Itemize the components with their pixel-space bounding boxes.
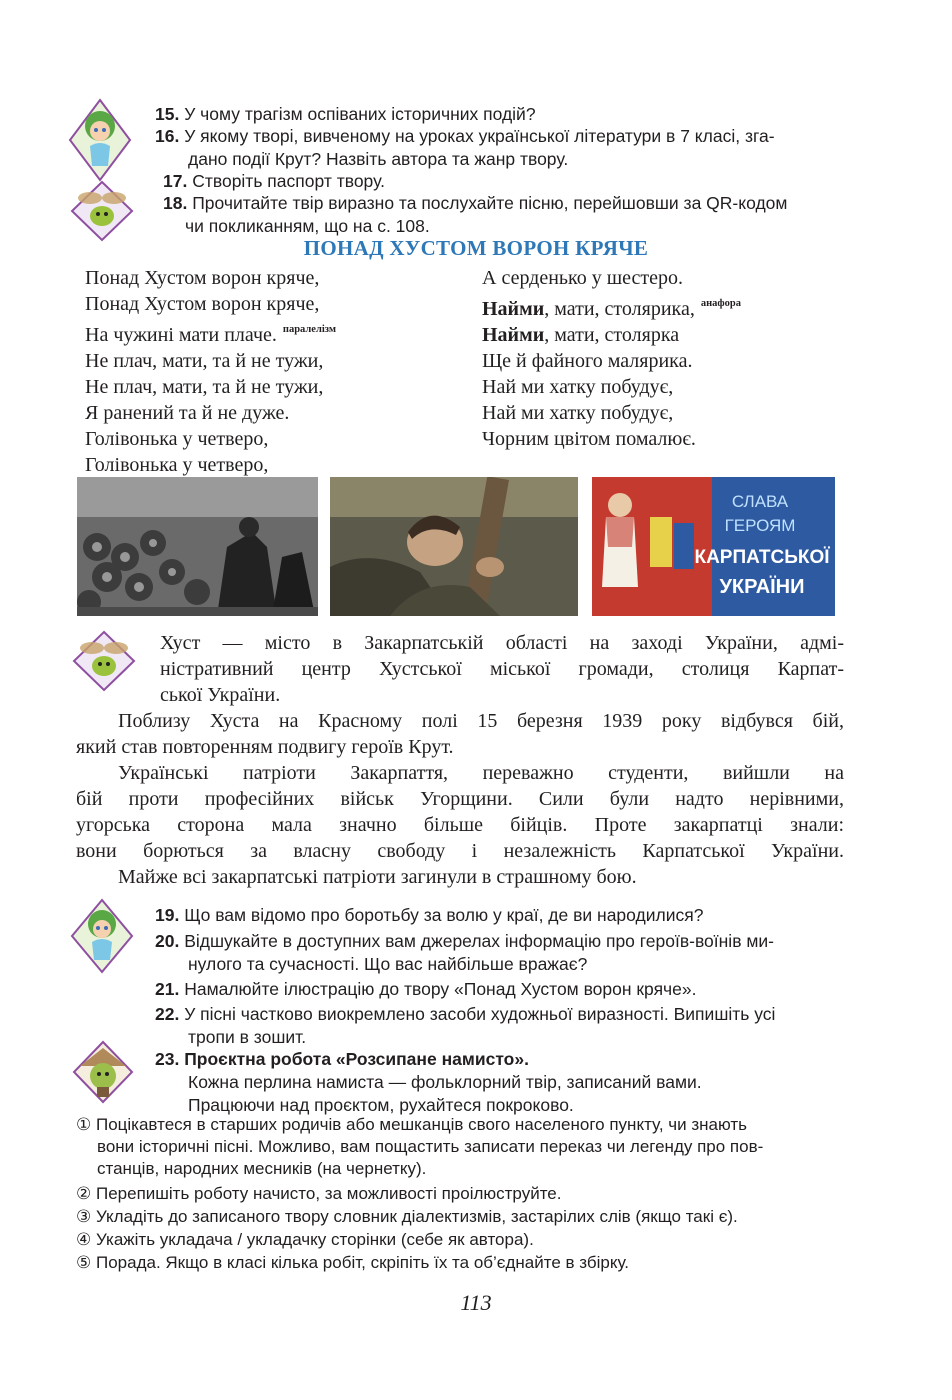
- photo-wounded-soldier: [330, 477, 578, 616]
- question-22: 22. У пісні частково виокремлено засоби художньої виразності. Випишіть усі тропи в зошит.: [155, 1004, 776, 1047]
- paragraph-patriots: Українські патріоти Закарпаття, переважно студенти, вийшли на бій проти професійних військ Угорщини. Сили були надто нерівними, угорська сторона мала значно більше бійців. Проте закарпатці знали: вони борються за власну свободу і незалежність Карпатської України.: [76, 762, 844, 862]
- photo-soldiers-trench: [77, 477, 318, 616]
- poster-glory-to-heroes: [592, 477, 835, 616]
- song-title: ПОНАД ХУСТОМ ВОРОН КРЯЧЕ: [303, 236, 649, 260]
- fairy-icon: [68, 96, 132, 182]
- poem-line: Не плач, мати, та й не тужи,: [85, 350, 324, 372]
- bee-icon: [72, 630, 136, 692]
- question-23: 23. Проєктна робота «Розсипане намисто». Кожна перлина намиста — фольклорний твір, записаний вами. Працюючи над проєктом, рухайтеся покроково.: [155, 1049, 702, 1115]
- annotation-anaphora: анафора: [700, 298, 741, 309]
- svg-text:СЛАВА: СЛАВА: [731, 492, 789, 511]
- step-1: ① Поцікавтеся в старших родичів або мешканців свого населеного пункту, чи знають вони історичні пісні. Можливо, вам пощастить записати переказ чи легенду про пов- станців, народних месників (на чернетку).: [76, 1115, 764, 1178]
- question-19: 19. Що вам відомо про боротьбу за волю у краї, де ви народилися?: [155, 905, 704, 925]
- gnome-icon: [72, 1040, 134, 1104]
- poem-line: Голівонька у четверо,: [85, 454, 269, 476]
- poem-line: Найми, мати, столярика, $^{анафора}$: [482, 298, 741, 320]
- poem-line: Чорним цвітом помалює.: [482, 428, 696, 450]
- step-5: ⑤ Порада. Якщо в класі кілька робіт, скріпіть їх та об’єднайте в збірку.: [76, 1253, 629, 1272]
- poem-line: Най ми хатку побудує,: [482, 376, 674, 398]
- step-2: ② Перепишіть роботу начисто, за можливості проілюструйте.: [76, 1184, 562, 1203]
- poem-line: Ще й файного малярика.: [482, 350, 693, 372]
- page-number: 113: [460, 1290, 492, 1315]
- step-4: ④ Укажіть укладача / укладачку сторінки (себе як автора).: [76, 1230, 534, 1249]
- poem-line: Най ми хатку побудує,: [482, 402, 674, 424]
- poem-line: Понад Хустом ворон кряче,: [85, 293, 320, 315]
- question-15: 15. У чому трагізм оспіваних історичних подій?: [155, 104, 536, 124]
- paragraph-khust: Хуст — місто в Закарпатській області на заході України, адмі- ністративний центр Хустської міської громади, столиця Карпат- ської України.: [160, 632, 844, 706]
- svg-text:УКРАЇНИ: УКРАЇНИ: [719, 576, 805, 598]
- paragraph-battle: Поблизу Хуста на Красному полі 15 березня 1939 року відбувся бій, який став повторенням подвигу героїв Крут.: [76, 710, 844, 758]
- paragraph-fallen: Майже всі закарпатські патріоти загинули в страшному бою.: [118, 866, 637, 888]
- step-3: ③ Укладіть до записаного твору словник діалектизмів, застарілих слів (якщо такі є).: [76, 1207, 738, 1226]
- poem-left-column: [85, 265, 336, 478]
- svg-text:ГЕРОЯМ: ГЕРОЯМ: [724, 516, 796, 535]
- poem-line: А серденько у шестеро.: [482, 267, 684, 289]
- poem-line: Я ранений та й не дуже.: [85, 402, 290, 424]
- poem-line: На чужині мати плаче. $^{паралелізм}$: [85, 324, 336, 346]
- question-17: 17. Створіть паспорт твору.: [163, 171, 385, 191]
- fairy-icon: [70, 898, 134, 974]
- poem-line: Понад Хустом ворон кряче,: [85, 267, 320, 289]
- annotation-parallelism: паралелізм: [282, 324, 336, 335]
- question-20: 20. Відшукайте в доступних вам джерелах інформацію про героїв-воїнів ми- нулого та сучасності. Що вас найбільше вражає?: [155, 931, 774, 974]
- svg-text:КАРПАТСЬКОЇ: КАРПАТСЬКОЇ: [694, 547, 830, 568]
- poem-line: Найми, мати, столярка: [482, 324, 680, 346]
- bee-icon: [70, 180, 134, 242]
- poem-line: Не плач, мати, та й не тужи,: [85, 376, 324, 398]
- poem-right-column: [482, 265, 741, 452]
- question-16: 16. У якому творі, вивченому на уроках української літератури в 7 класі, зга- дано події Крут? Назвіть автора та жанр твору.: [155, 126, 775, 169]
- question-21: 21. Намалюйте ілюстрацію до твору «Понад Хустом ворон кряче».: [155, 979, 697, 999]
- question-18: 18. Прочитайте твір виразно та послухайте пісню, перейшовши за QR-кодом чи покликанням, що на с. 108.: [163, 193, 788, 236]
- poem-line: Голівонька у четверо,: [85, 428, 269, 450]
